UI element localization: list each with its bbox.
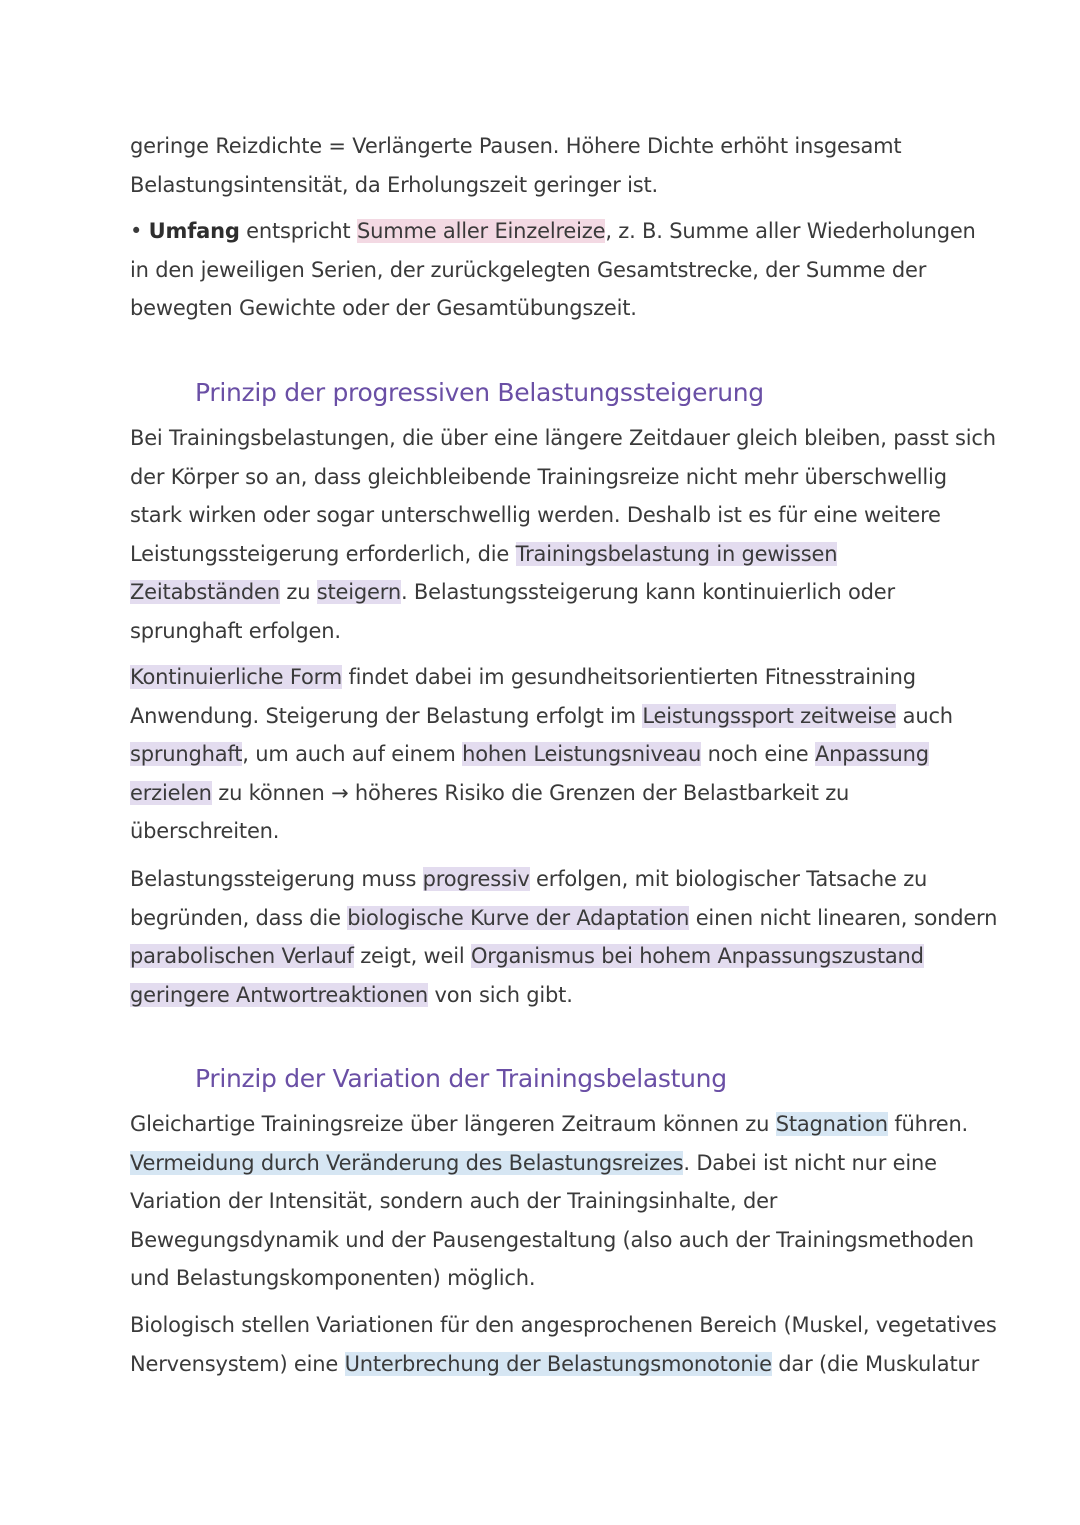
text-span: . Belastungssteigerung kann kontinuierlich oder	[400, 580, 895, 604]
bullet: •	[130, 219, 143, 243]
text-line: überschreiten.	[130, 819, 280, 843]
text-span: Leistungssteigerung erforderlich, die	[130, 541, 516, 566]
text-span: auch	[896, 703, 953, 728]
highlight: erzielen	[130, 780, 212, 805]
highlight: Zeitabständen	[130, 580, 280, 604]
text-line	[130, 573, 960, 612]
paragraph-progressive-b	[130, 658, 960, 851]
text-span: noch eine	[701, 742, 815, 766]
text-line	[130, 899, 998, 938]
text-span: , z. B. Summe aller Wiederholungen	[605, 219, 976, 243]
text-span: zu	[279, 580, 317, 604]
text-line: stark wirken oder sogar unterschwellig werden. Deshalb ist es für eine weitere	[130, 503, 941, 527]
highlight: steigern	[316, 580, 401, 604]
text-line: sprunghaft erfolgen.	[130, 618, 341, 643]
text-line: der Körper so an, dass gleichbleibende Trainingsreize nicht mehr überschwellig	[130, 464, 947, 489]
text-line: Bewegungsdynamik und der Pausengestaltung (also auch der Trainingsmethoden	[130, 1227, 974, 1252]
text-line: geringe Reizdichte = Verlängerte Pausen. Höhere Dichte erhöht insgesamt	[130, 134, 902, 158]
highlight: sprunghaft	[130, 742, 243, 766]
text-span: Nervensystem) eine	[130, 1351, 345, 1376]
text-line	[130, 1105, 969, 1144]
highlight: Kontinuierliche Form	[130, 665, 342, 689]
highlight: biologische Kurve der Adaptation	[347, 905, 690, 930]
text-span: Gleichartige Trainingsreize über längeren Zeitraum können zu	[130, 1112, 776, 1136]
text-line: Belastungsintensität, da Erholungszeit geringer ist.	[130, 172, 659, 197]
text-span: , um auch auf einem	[242, 742, 463, 766]
section-heading-progressive: Prinzip der progressiven Belastungssteigerung	[195, 378, 764, 407]
paragraph-reizdichte	[130, 127, 960, 204]
text-span: von sich gibt.	[428, 982, 573, 1007]
highlight: Unterbrechung der Belastungsmonotonie	[344, 1351, 772, 1376]
highlight: Trainingsbelastung in gewissen	[515, 541, 838, 566]
highlight: Anpassung	[815, 742, 929, 766]
text-line	[130, 212, 976, 251]
text-line	[130, 697, 960, 736]
paragraph-progressive-a	[130, 419, 996, 650]
text-line	[130, 658, 960, 697]
text-line	[130, 1345, 980, 1384]
paragraph-variation-b	[130, 1306, 997, 1383]
text-line	[130, 937, 960, 976]
text-line	[130, 860, 960, 899]
highlight: parabolischen Verlauf	[130, 944, 354, 968]
paragraph-progressive-c	[130, 860, 998, 1014]
highlight: geringere Antwortreaktionen	[130, 982, 429, 1007]
highlight: Stagnation	[775, 1112, 888, 1136]
highlight: progressiv	[422, 867, 530, 891]
text-span: entspricht	[239, 219, 357, 243]
highlight: Summe aller Einzelreize	[356, 219, 606, 243]
text-span: führen.	[887, 1112, 969, 1136]
text-span: Belastungssteigerung muss	[130, 867, 423, 891]
paragraph-umfang	[130, 212, 976, 328]
text-line	[130, 976, 960, 1015]
text-line	[130, 1144, 960, 1183]
text-line	[130, 535, 960, 574]
text-span: findet dabei im gesundheitsorientierten Fitnesstraining	[341, 665, 916, 689]
section-heading-variation: Prinzip der Variation der Trainingsbelastung	[195, 1064, 727, 1093]
text-span: erfolgen, mit biologischer Tatsache zu	[529, 867, 928, 891]
text-span: dar (die Muskulatur	[771, 1351, 980, 1376]
text-span: zeigt, weil	[353, 944, 471, 968]
highlight: hohen Leistungsniveau	[462, 742, 702, 766]
paragraph-variation-a	[130, 1105, 974, 1298]
text-line: bewegten Gewichte oder der Gesamtübungszeit.	[130, 296, 637, 320]
text-span: begründen, dass die	[130, 905, 348, 930]
highlight: Vermeidung durch Veränderung des Belastungsreizes	[130, 1150, 684, 1175]
text-line	[130, 735, 960, 774]
highlight: Organismus bei hohem Anpassungszustand	[470, 944, 924, 968]
text-span: Anwendung. Steigerung der Belastung erfolgt im	[130, 703, 643, 728]
text-line: Variation der Intensität, sondern auch der Trainingsinhalte, der	[130, 1189, 778, 1213]
text-line	[130, 774, 960, 813]
text-line: Bei Trainingsbelastungen, die über eine längere Zeitdauer gleich bleiben, passt sich	[130, 426, 996, 450]
highlight: Leistungssport zeitweise	[642, 703, 897, 728]
text-line: in den jeweiligen Serien, der zurückgelegten Gesamtstrecke, der Summe der	[130, 257, 927, 282]
text-line: und Belastungskomponenten) möglich.	[130, 1266, 536, 1290]
text-line: Biologisch stellen Variationen für den angesprochenen Bereich (Muskel, vegetatives	[130, 1313, 997, 1337]
text-span: . Dabei ist nicht nur eine	[683, 1150, 937, 1175]
term-umfang: Umfang	[148, 219, 240, 243]
text-span: einen nicht linearen, sondern	[689, 905, 998, 930]
text-span: zu können → höheres Risiko die Grenzen der Belastbarkeit zu	[211, 780, 850, 805]
